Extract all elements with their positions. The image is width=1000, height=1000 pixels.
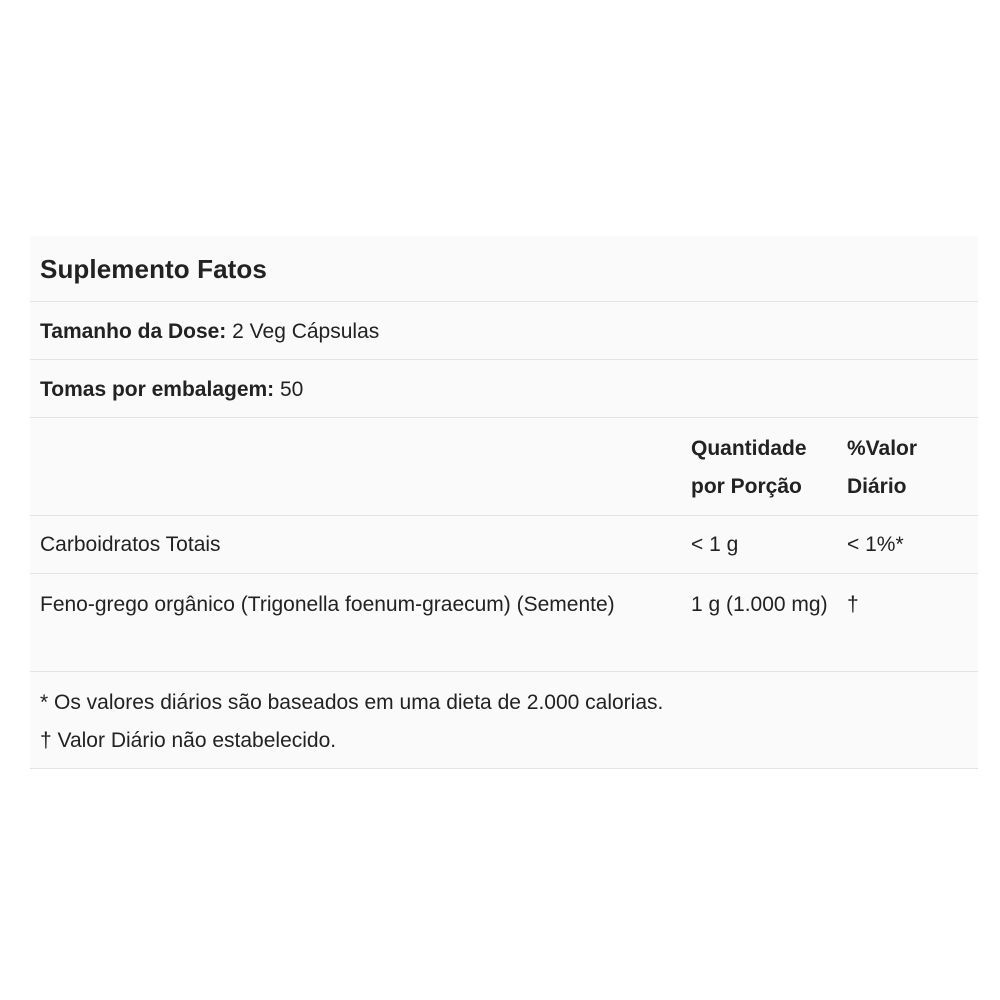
table-row [30,516,978,574]
table-header-row [30,418,978,516]
servings-label: Tomas por embalagem: [40,378,275,401]
serving-size-text [40,318,379,346]
serving-size-label: Tamanho da Dose: [40,320,227,343]
supplement-facts-panel [30,236,978,769]
header-amount-per-serving: Quantidade por Porção [691,437,807,498]
panel-title: Suplemento Fatos [40,254,267,284]
header-name [30,418,682,515]
serving-size-value: 2 Veg Cápsulas [226,320,380,343]
footnote-not-established: † Valor Diário não estabelecido. [40,729,337,752]
footnotes [30,672,978,769]
nutrient-name: Feno-grego orgânico (Trigonella foenum-graecum) (Semente) [40,593,615,616]
servings-per-container-row [30,360,978,418]
footnote-daily-values: * Os valores diários são baseados em uma dieta de 2.000 calorias. [40,691,664,714]
nutrient-amount: < 1 g [691,533,739,556]
nutrient-amount: 1 g (1.000 mg) [691,593,828,616]
header-daily-value: %Valor Diário [847,437,918,498]
nutrient-name: Carboidratos Totais [40,533,221,556]
servings-value: 50 [274,378,304,401]
table-row [30,574,978,672]
title-row [30,236,978,302]
nutrient-daily-value: † [847,593,859,616]
serving-size-row [30,302,978,360]
nutrient-daily-value: < 1%* [847,533,904,556]
servings-text [40,376,303,404]
